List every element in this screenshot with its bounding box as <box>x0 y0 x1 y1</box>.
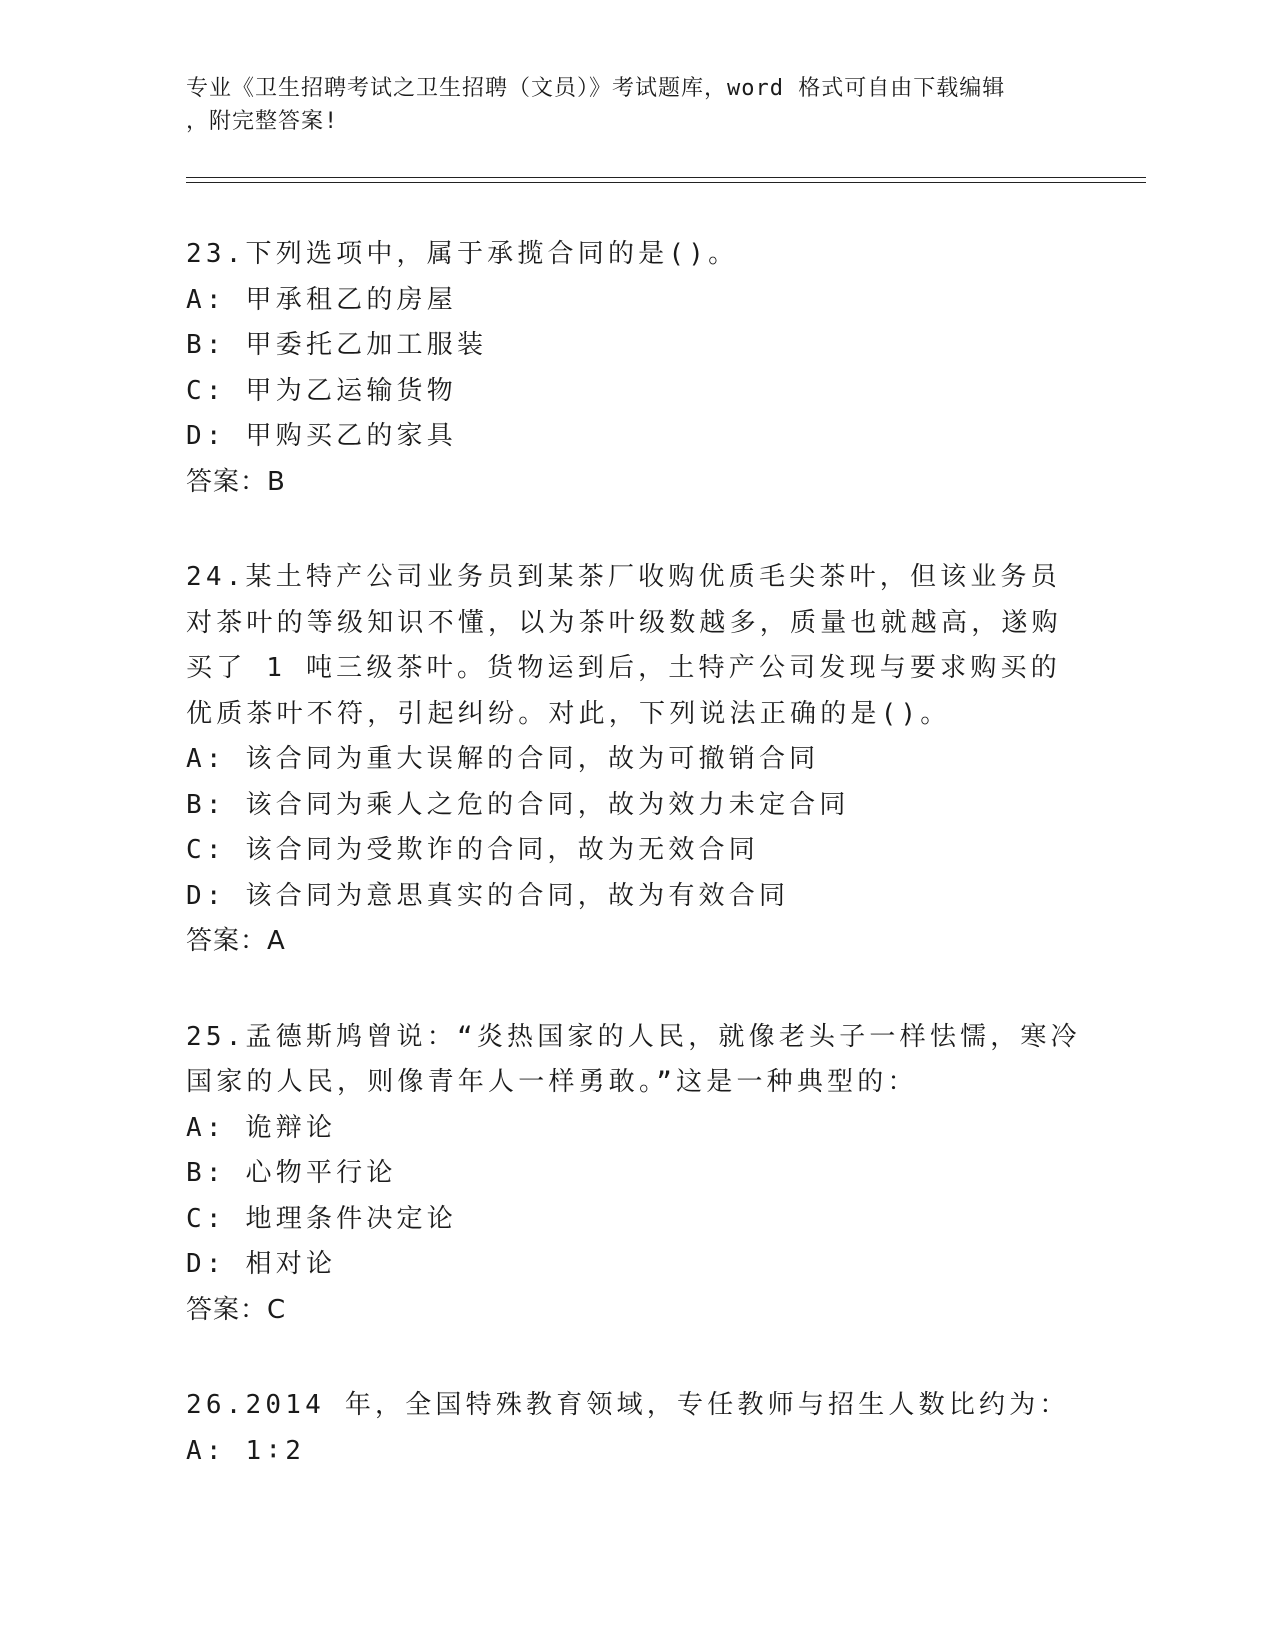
answer-label: 答案：A <box>186 926 286 956</box>
question-24 <box>186 555 1086 965</box>
question-25 <box>186 1015 1086 1334</box>
option-a: A: 1∶2 <box>186 1435 306 1466</box>
option-c: C: 该合同为受欺诈的合同，故为无效合同 <box>186 835 759 865</box>
option-d: D: 相对论 <box>186 1249 337 1279</box>
option-a: A: 甲承租乙的房屋 <box>186 284 457 315</box>
question-stem: 25.孟德斯鸠曾说：“炎热国家的人民，就像老头子一样怯懦，寒冷国家的人民，则像青年人一样勇敢。”这是一种典型的： <box>186 1021 1081 1097</box>
option-c: C: 甲为乙运输货物 <box>186 375 457 406</box>
question-stem: 26.2014 年，全国特殊教育领域，专任教师与招生人数比约为： <box>186 1390 1070 1420</box>
document-header <box>186 72 1066 138</box>
option-b: B: 该合同为乘人之危的合同，故为效力未定合同 <box>186 789 850 820</box>
option-c: C: 地理条件决定论 <box>186 1203 457 1234</box>
option-a: A: 该合同为重大误解的合同，故为可撤销合同 <box>186 744 820 774</box>
question-list <box>186 232 1086 1524</box>
header-line-1: 专业《卫生招聘考试之卫生招聘（文员）》考试题库，word 格式可自由下载编辑 <box>186 76 1006 101</box>
option-b: B: 甲委托乙加工服装 <box>186 330 488 360</box>
question-stem: 23.下列选项中，属于承揽合同的是()。 <box>186 239 739 269</box>
header-divider-top <box>186 177 1146 178</box>
question-26 <box>186 1383 1086 1474</box>
header-line-2: ，附完整答案! <box>186 109 339 134</box>
option-b: B: 心物平行论 <box>186 1158 397 1188</box>
option-d: D: 甲购买乙的家具 <box>186 421 457 451</box>
answer-label: 答案：B <box>186 466 286 497</box>
question-stem: 24.某土特产公司业务员到某茶厂收购优质毛尖茶叶，但该业务员对茶叶的等级知识不懂，以为茶叶级数越多，质量也就越高，遂购买了 1 吨三级茶叶。货物运到后，土特产公司发现与要求购买的优质茶叶不符，引起纠纷。对此，下列说法正确的是()。 <box>186 562 1062 729</box>
option-a: A: 诡辩论 <box>186 1112 337 1143</box>
option-d: D: 该合同为意思真实的合同，故为有效合同 <box>186 880 790 911</box>
answer-label: 答案：C <box>186 1294 287 1325</box>
header-divider-bottom <box>186 182 1146 183</box>
question-23 <box>186 232 1086 505</box>
